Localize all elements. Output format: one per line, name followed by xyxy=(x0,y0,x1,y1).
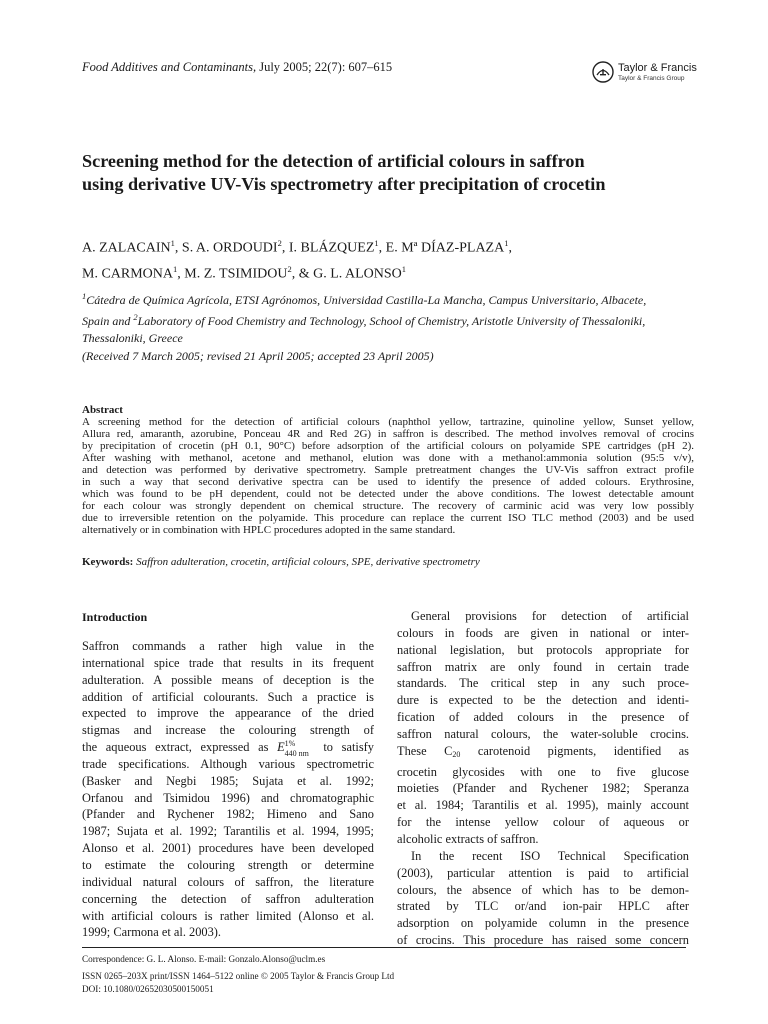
body-line: Saffron commands a rather high value in the xyxy=(82,639,374,653)
body-line: with artificial colours is rather limited (Alonso et al. xyxy=(82,908,374,923)
left-column xyxy=(82,638,374,941)
body-line: et al. 1984; Tarantilis et al. 1995), mainly account xyxy=(397,798,689,813)
author-separator: , xyxy=(177,266,185,282)
author-affiliation: 1 xyxy=(374,238,379,248)
author-affiliation: 2 xyxy=(277,238,282,248)
body-line: 1999; Carmona et al. 2003). xyxy=(82,925,222,940)
body-line: 1987; Sujata et al. 1992; Tarantilis et al. 1994, 1995; xyxy=(82,824,374,839)
author-affiliation: 1 xyxy=(504,238,509,248)
body-line: standards. The critical step in any such proce- xyxy=(397,676,689,691)
body-line: General provisions for detection of artificial xyxy=(411,609,689,623)
journal-issue: July 2005; 22(7): 607–615 xyxy=(259,60,393,74)
abstract-line: for each colour was strongly dependent on chemical structure. The recovery of carminic acid was very low possibly xyxy=(82,500,694,513)
author-affiliation: 1 xyxy=(173,264,178,275)
body-line: concerning the detection of saffron adulteration xyxy=(82,891,374,906)
footer-divider xyxy=(82,947,686,948)
author-line-1 xyxy=(82,233,692,259)
body-line: (2003), particular attention is paid to artificial xyxy=(397,865,689,880)
body-line: adulteration. A possible means of deception is the xyxy=(82,672,374,687)
affiliation-2 xyxy=(82,309,692,330)
author-separator: , xyxy=(508,240,512,256)
abstract-line: alternatively or in combination with HPLC procedures adopted in the same standard. xyxy=(82,524,456,537)
author-separator: , & xyxy=(291,266,314,282)
affiliation-number: 1 xyxy=(82,291,87,301)
abstract-line: in such a way that second derivative spectra can be used to identify the presence of added colours. Erythrosine, xyxy=(82,476,694,489)
publisher-name: Taylor & Francis xyxy=(618,62,697,74)
body-line: national legislation, but protocols appropriate for xyxy=(397,642,689,657)
abstract-heading: Abstract xyxy=(82,404,123,416)
body-text: to satisfy xyxy=(323,740,374,755)
abstract-line: A screening method for the detection of artificial colours (naphthol yellow, tartrazine, quinoline yellow, Sunset yellow, xyxy=(82,416,694,428)
body-line: dure is expected to be the detection and identi- xyxy=(397,693,689,708)
equation-line xyxy=(82,739,374,759)
body-line: (Pfander and Rychener 1982; Himeno and Sano xyxy=(82,807,374,822)
body-line: saffron natural colours, the water-soluble crocins. xyxy=(397,726,689,741)
body-line: saffron matrix are only found in certain trade xyxy=(397,659,689,674)
affiliation-text: Laboratory of Food Chemistry and Technology, School of Chemistry, Aristotle University of Thessaloniki, xyxy=(137,314,646,328)
body-line: adsorption on polyamide column in the presence xyxy=(397,916,689,931)
body-line: Orfanou and Tsimidou 1996) and chromatographic xyxy=(82,790,374,805)
body-line: strated by TLC or/and ion-pair HPLC after xyxy=(397,899,689,914)
body-line: fication of added colours in the presence of xyxy=(397,710,689,725)
correspondence: Correspondence: G. L. Alonso. E-mail: Gonzalo.Alonso@uclm.es xyxy=(82,954,326,964)
subscript: 20 xyxy=(452,749,461,759)
author-name: E. Mª DÍAZ-PLAZA xyxy=(385,240,505,256)
body-line: international spice trade that results in its frequent xyxy=(82,655,374,670)
keywords-value: Saffron adulteration, crocetin, artificial colours, SPE, derivative spectrometry xyxy=(136,556,480,568)
body-line: In the recent ISO Technical Specification xyxy=(411,848,689,863)
body-line: individual natural colours of saffron, the literature xyxy=(82,874,374,889)
issn-line: ISSN 0265–203X print/ISSN 1464–5122 online © 2005 Taylor & Francis Group Ltd xyxy=(82,971,395,981)
author-separator: , xyxy=(281,240,289,256)
keywords-label: Keywords: xyxy=(82,556,134,568)
body-line: of crocins. This procedure has raised some concern xyxy=(397,933,689,948)
abstract-line: which was found to be pH dependent, could not be detected under the above conditions. The lowest detectable amount xyxy=(82,488,694,501)
abstract-line: by precipitation of crocetin (pH 0.1, 90°C) before adsorption of the artificial colours on polyamide SPE cartridges (pH 2). xyxy=(82,440,694,453)
equation-symbol: E xyxy=(277,740,285,755)
affiliation-text: Cátedra de Química Agrícola, ETSI Agrónomos, Universidad Castilla-La Mancha, Campus Universitario, Albacete, xyxy=(86,293,647,307)
author-name: M. CARMONA xyxy=(82,266,174,282)
author-affiliation: 1 xyxy=(170,238,175,248)
author-line-2 xyxy=(82,259,692,285)
affiliation-2-cont: Thessaloniki, Greece xyxy=(82,331,183,345)
body-line: stigmas and increase the colouring strength of xyxy=(82,723,374,738)
journal-name: Food Additives and Contaminants, xyxy=(82,60,257,74)
author-name: A. ZALACAIN xyxy=(82,240,171,256)
equation-superscript: 1% xyxy=(284,739,296,749)
body-text: the aqueous extract, expressed as xyxy=(82,740,269,755)
author-separator: , xyxy=(174,240,182,256)
received-dates: (Received 7 March 2005; revised 21 April 2005; accepted 23 April 2005) xyxy=(82,349,434,363)
author-affiliation: 1 xyxy=(401,264,407,275)
introduction-heading: Introduction xyxy=(82,610,148,624)
doi-line: DOI: 10.1080/02652030500150051 xyxy=(82,984,214,994)
body-line: colours, the absence of which has to be demon- xyxy=(397,882,689,897)
abstract-body xyxy=(82,416,694,536)
author-name: M. Z. TSIMIDOU xyxy=(184,266,288,282)
body-line: crocetin glycosides with one to five glucose xyxy=(397,764,689,779)
body-line: expected to improve the appearance of the dried xyxy=(82,706,374,721)
affiliation-number: 2 xyxy=(133,312,138,322)
affiliation-text: Spain and xyxy=(82,314,134,328)
body-text: These C xyxy=(397,743,453,758)
author-name: S. A. ORDOUDI xyxy=(181,240,278,256)
author-name: I. BLÁZQUEZ xyxy=(288,240,375,256)
abstract-line: and detection was performed by derivative spectrometry. Sample pretreatment changes the UV-Vis saffron extract profile xyxy=(82,464,694,477)
journal-citation xyxy=(82,60,392,75)
body-line: to estimate the colouring strength or determine xyxy=(82,857,374,872)
abstract-line: Allura red, amaranth, azorubine, Ponceau 4R and Red 2G) in saffron is described. The method involves removal of crocins xyxy=(82,428,694,441)
abstract-line: After washing with methanol, acetone and methanol, elution was done with a methanol:ammonia solution (95:5 v/v), xyxy=(82,452,694,465)
body-line: alcoholic extracts of saffron. xyxy=(397,831,539,846)
keywords xyxy=(82,556,694,568)
affiliations xyxy=(82,288,692,347)
c20-line xyxy=(397,743,689,764)
body-line: Alonso et al. 2001) procedures have been developed xyxy=(82,841,374,856)
equation-subscript: 440 nm xyxy=(284,749,309,759)
body-line: for the intense yellow colour of aqueous or xyxy=(397,815,689,830)
article-title xyxy=(82,150,692,195)
body-line: colours in foods are given in national or inter- xyxy=(397,625,689,640)
author-name: G. L. ALONSO xyxy=(313,266,402,282)
author-affiliation: 2 xyxy=(287,264,292,275)
affiliation-1 xyxy=(82,288,692,309)
publisher-group: Taylor & Francis Group xyxy=(618,75,685,82)
right-column xyxy=(397,608,689,949)
author-list xyxy=(82,233,692,285)
taylor-francis-logo-icon xyxy=(592,61,614,83)
body-line: (Basker and Negbi 1985; Sujata et al. 1992; xyxy=(82,773,374,788)
title-line-2: using derivative UV-Vis spectrometry after precipitation of crocetin xyxy=(82,173,606,194)
title-line-1: Screening method for the detection of artificial colours in saffron xyxy=(82,151,585,171)
publisher-logo xyxy=(592,61,702,89)
author-separator: , xyxy=(378,240,386,256)
body-line: moieties (Pfander and Rychener 1982; Speranza xyxy=(397,781,689,796)
body-line: trade specifications. Although various spectrometric xyxy=(82,756,374,771)
abstract-line: due to irreversible retention on the polyamide. This procedure can replace the current ISO TLC method (2003) and be used xyxy=(82,512,694,525)
body-text: carotenoid pigments, identified as xyxy=(477,743,689,758)
body-line: addition of artificial colourants. Such a practice is xyxy=(82,689,374,704)
